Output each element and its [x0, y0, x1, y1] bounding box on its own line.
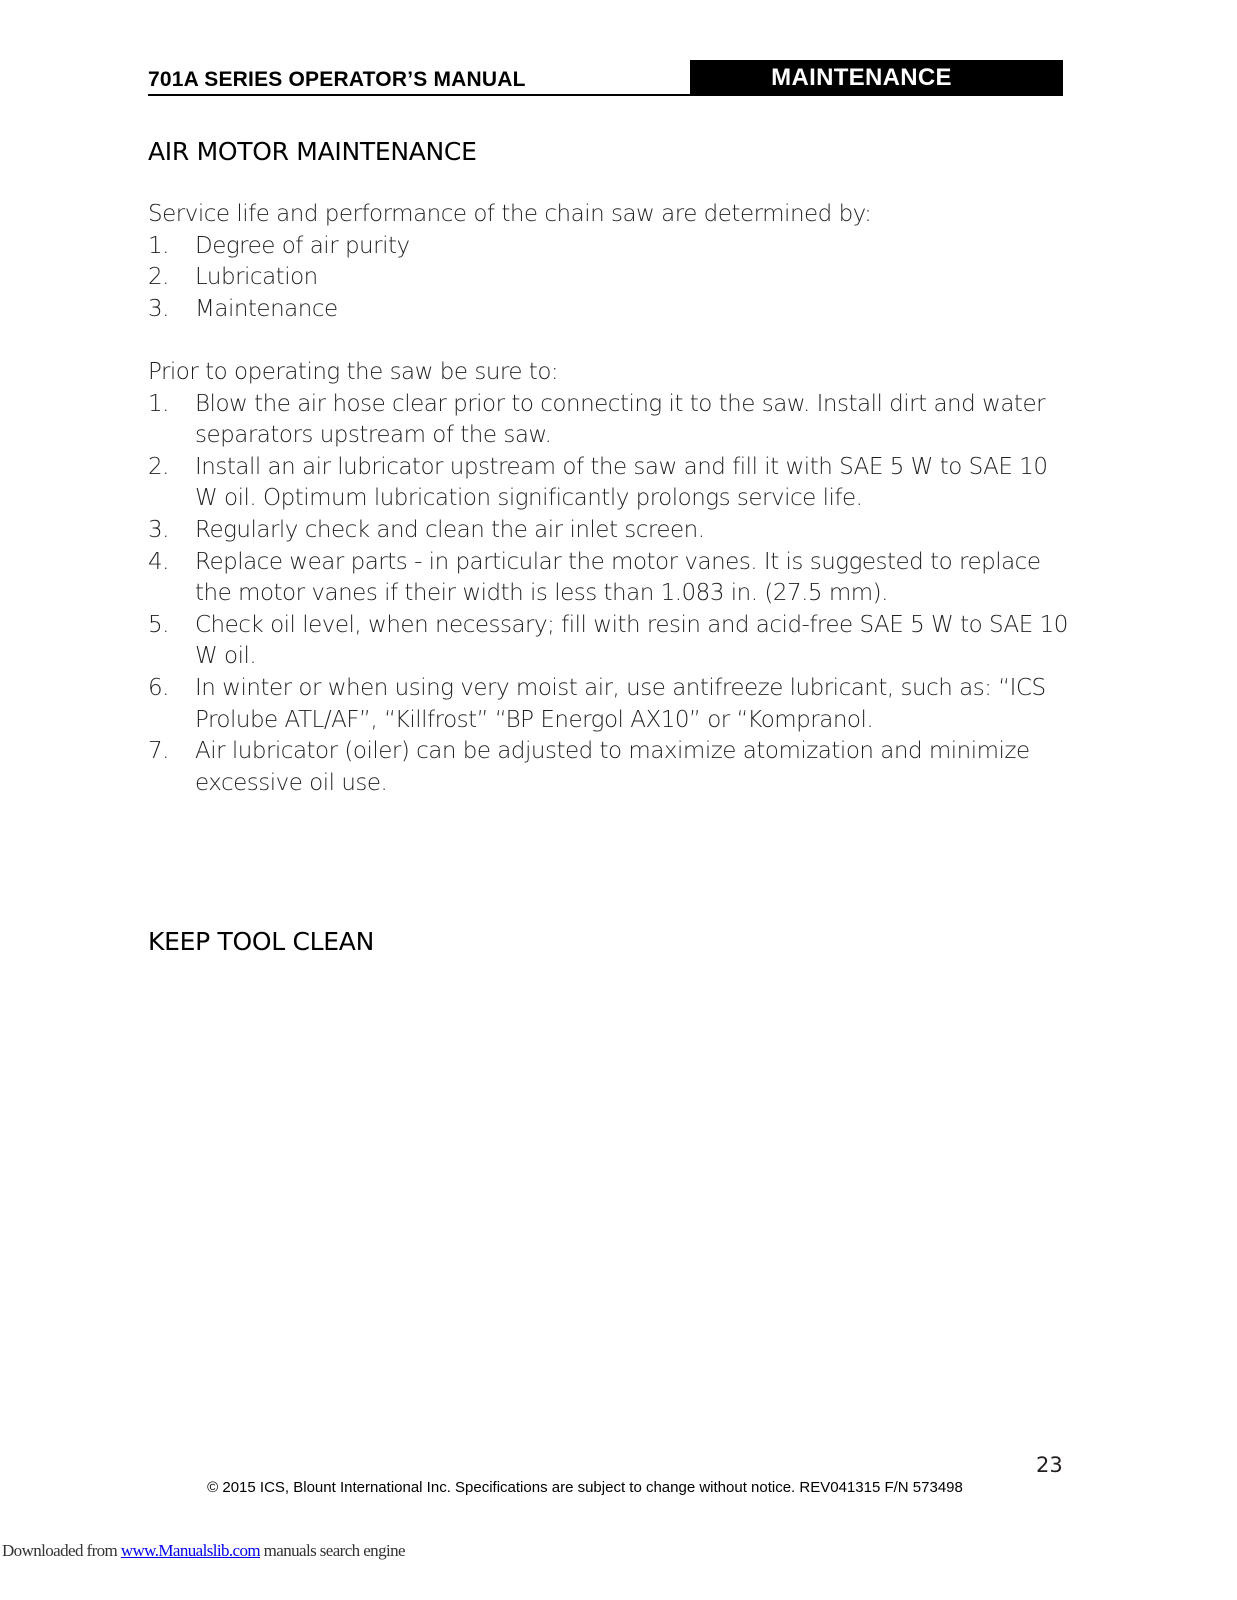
page-number: 23 [1036, 1453, 1063, 1477]
list-item [148, 389, 1068, 452]
list-text: Regularly check and clean the air inlet screen. [195, 516, 705, 543]
list-text: Maintenance [195, 295, 338, 322]
list-number: 4. [148, 548, 169, 575]
section-tab: MAINTENANCE [690, 60, 1063, 96]
list-number: 7. [148, 738, 169, 765]
prior-operation-body [148, 357, 1068, 799]
manualslib-link[interactable]: www.Manualslib.com [120, 1541, 261, 1560]
list-item [148, 231, 1068, 263]
list-item [148, 452, 1068, 515]
list-number: 1. [148, 390, 169, 417]
list-item [148, 515, 1068, 547]
factors-list [148, 231, 1068, 326]
air-motor-body [148, 199, 1068, 325]
list-item [148, 262, 1068, 294]
download-prefix: Downloaded from [2, 1541, 121, 1560]
list-number: 2. [148, 264, 169, 291]
list-item [148, 294, 1068, 326]
footer-copyright: © 2015 ICS, Blount International Inc. Specifications are subject to change without notice. REV041315 F/N 573498 [207, 1479, 963, 1496]
manual-title: 701A SERIES OPERATOR’S MANUAL [148, 68, 526, 91]
list-text: Degree of air purity [195, 232, 410, 259]
list-text: Blow the air hose clear prior to connecting it to the saw. Install dirt and water separators upstream of the saw. [195, 390, 1046, 449]
air-motor-title: AIR MOTOR MAINTENANCE [148, 137, 477, 166]
list-text: Lubrication [195, 264, 318, 291]
list-item [148, 610, 1068, 673]
list-text: In winter or when using very moist air, use antifreeze lubricant, such as: “ICS Prolube ATL/AF”, “Killfrost” “BP Energol AX10” or “Kompranol. [195, 674, 1046, 733]
list-text: Replace wear parts - in particular the motor vanes. It is suggested to replace the motor vanes if their width is less than 1.083 in. (27.5 mm). [195, 548, 1041, 607]
steps-intro: Prior to operating the saw be sure to: [148, 359, 559, 385]
list-item [148, 673, 1068, 736]
list-item [148, 736, 1068, 799]
list-item [148, 547, 1068, 610]
list-number: 3. [148, 516, 169, 543]
list-number: 2. [148, 453, 169, 480]
factors-intro: Service life and performance of the chain saw are determined by: [148, 201, 872, 227]
keep-clean-title: KEEP TOOL CLEAN [148, 927, 374, 956]
download-suffix: manuals search engine [260, 1541, 405, 1560]
steps-list [148, 389, 1068, 800]
list-text: Install an air lubricator upstream of the saw and fill it with SAE 5 W to SAE 10 W oil. Optimum lubrication significantly prolongs service life. [195, 453, 1048, 512]
list-number: 1. [148, 232, 169, 259]
list-text: Check oil level, when necessary; fill with resin and acid-free SAE 5 W to SAE 10 W oil. [195, 611, 1068, 670]
list-number: 5. [148, 611, 169, 638]
list-number: 6. [148, 674, 169, 701]
list-number: 3. [148, 295, 169, 322]
header-rule [148, 94, 690, 96]
download-notice [2, 1541, 405, 1561]
list-text: Air lubricator (oiler) can be adjusted to maximize atomization and minimize excessive oil use. [195, 738, 1030, 796]
